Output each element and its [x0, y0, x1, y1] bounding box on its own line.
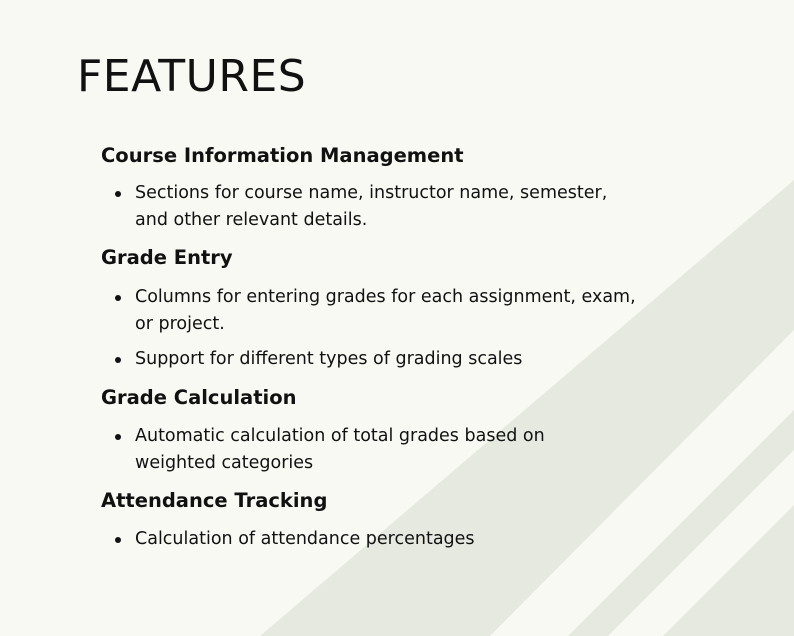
section-heading-grade-entry: Grade Entry: [101, 246, 233, 269]
bullet-icon: [115, 537, 121, 543]
bullet-item: [115, 423, 675, 477]
bullet-text-line: Automatic calculation of total grades based on: [135, 426, 545, 446]
bullet-item: [115, 526, 675, 553]
bullet-icon: [115, 295, 121, 301]
bullet-icon: [115, 434, 121, 440]
bullet-text-line: Support for different types of grading scales: [135, 349, 523, 369]
bullet-text-line: Columns for entering grades for each assignment, exam,: [135, 287, 636, 307]
bullet-text-line: Sections for course name, instructor name, semester,: [135, 183, 608, 203]
bullet-item: [115, 346, 675, 373]
stripe-wide: [260, 180, 794, 636]
bullet-text-line: Calculation of attendance percentages: [135, 529, 475, 549]
section-heading-grade-calculation: Grade Calculation: [101, 386, 297, 409]
section-heading-attendance-tracking: Attendance Tracking: [101, 489, 328, 512]
bullet-item: [115, 180, 675, 234]
page-title: FEATURES: [77, 51, 307, 102]
bullet-text-line: and other relevant details.: [135, 210, 368, 230]
bullet-text-line: or project.: [135, 314, 225, 334]
bullet-item: [115, 284, 675, 338]
bullet-icon: [115, 357, 121, 363]
section-heading-course-information: Course Information Management: [101, 144, 464, 167]
bullet-text-line: weighted categories: [135, 453, 314, 473]
bullet-icon: [115, 191, 121, 197]
